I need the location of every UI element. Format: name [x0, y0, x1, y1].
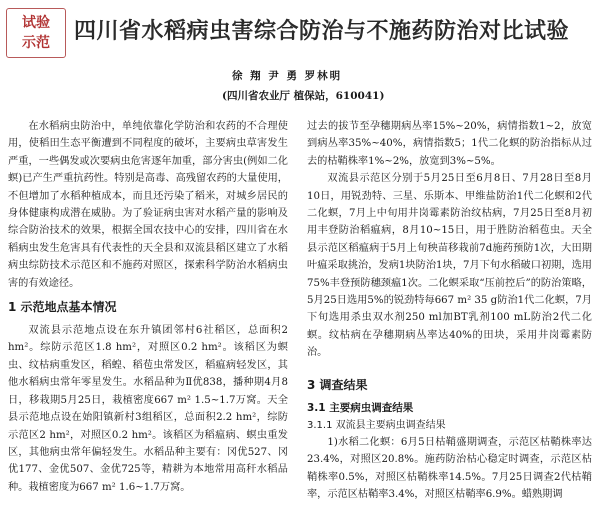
section-3-1-heading: 3.1 主要病虫调查结果: [307, 401, 414, 414]
section-3-1-1-heading: 3.1.1 双流县主要病虫调查结果: [307, 419, 446, 431]
intro-paragraph: 在水稻病虫防治中，单纯依靠化学防治和农药的不合理使用，使稻田生态平衡遭到不同程度的破坏，主要病虫草害发生严重，一些偶发或次要病虫危害逐年加重，部分害虫(例如二化螟)已产生严重抗药性。特别是高毒、高残留农药的大量使用，不但增加了水稻种植成本，而且还污染了稻米，对城乡居民的身体健康构成潜在威胁。为了验证病虫害对水稻产量的影响及综合防治技术的效果，根据全国农技中心的安排，四川省在水稻病虫发生危害具有代表性的天全县和双流县稻区建立了水稻病虫综防技术示范区和不施药对照区，探索科学防治水稻病虫害的有效途径。: [8, 121, 288, 289]
badge-line-2: 示范: [22, 35, 50, 51]
results-paragraph: 1)水稻二化螟：6月5日枯鞘盛期调查，示范区枯鞘株率达23.4%，对照区20.8%。施药防治枯心稳定时调查，示范区枯鞘株率0.5%，对照区枯鞘株率14.5%。7月25日调查2代枯鞘率，示范区枯鞘率3.4%，对照区枯鞘率6.9%。蜡熟期调: [307, 436, 592, 500]
shuangliu-measures-paragraph: 双流县示范区分别于5月25日至6月8日、7月28日至8月10日，用锐劲特、三星、乐斯本、甲维盐防治1代二化螟和2代二化螟，7月上中旬用井岗霉素防治纹枯病，7月25日至8月初用丰登防治稻瘟病，8月10~15日，用于胜防治稻苞虫。天全县示范区稻瘟病于5月上旬秧苗移栽前7d施药预防1次，大田期叶瘟采取挑治，发病1块防治1块，7月下旬水稻破口初期，选用75%丰登预防穗颈瘟1次。二化螟采取“压前控后”的防治策略，5月25日选用5%的锐劲特每667 m² 35 g防治1代二化螟，7月下旬选用杀虫双水剂250 ml加BT乳剂100 mL防治2代二化螟。纹枯病在孕穗期病丛率达40%的田块，采用井岗霉素防治。: [307, 173, 592, 359]
spacer: [307, 362, 592, 370]
left-column: [8, 118, 288, 496]
right-column: [307, 118, 592, 503]
section-1-heading: 1 示范地点基本情况: [8, 300, 117, 315]
section-badge: [6, 8, 66, 58]
article-authors: 徐 翔 尹 勇 罗林明: [232, 70, 343, 82]
article-title: 四川省水稻病虫害综合防治与不施药防治对比试验: [74, 19, 570, 44]
article-affiliation: (四川省农业厅 植保站，610041): [222, 90, 385, 102]
badge-line-1: 试验: [22, 15, 50, 31]
continued-paragraph: 过去的拔节至孕穗期病丛率15%~20%，病情指数1~2，放宽到病丛率35%~40%，病情指数5；1代二化螟的防治指标从过去的枯鞘株率1%~2%，放宽到3%~5%。: [307, 121, 592, 167]
section-3-heading: 3 调查结果: [307, 377, 368, 392]
section-1-paragraph: 双流县示范地点设在东升镇团邻村6社稻区，总面积2 hm²。综防示范区1.8 hm²，对照区0.2 hm²。该稻区为螟虫、纹枯病重发区，稻蝗、稻苞虫常发区，稻瘟病轻发区，其他水稻病虫常年零星发生。水稻品种为Ⅱ优838，播种期4月8日，移栽期5月25日，栽植密度667 m² 1.5~1.7万窝。天全县示范地点设在始阳镇新村3组稻区，总面积2.2 hm²，综防示范区2 hm²，对照区0.2 hm²。该稻区为稻瘟病、螟虫重发区，其他病虫常年偏轻发生。水稻品种主要有：冈优527、冈优177、金优507、金优725等，精耕为本地常用高秆水稻品种。栽植密度为667 m² 1.6~1.7万窝。: [8, 325, 288, 493]
